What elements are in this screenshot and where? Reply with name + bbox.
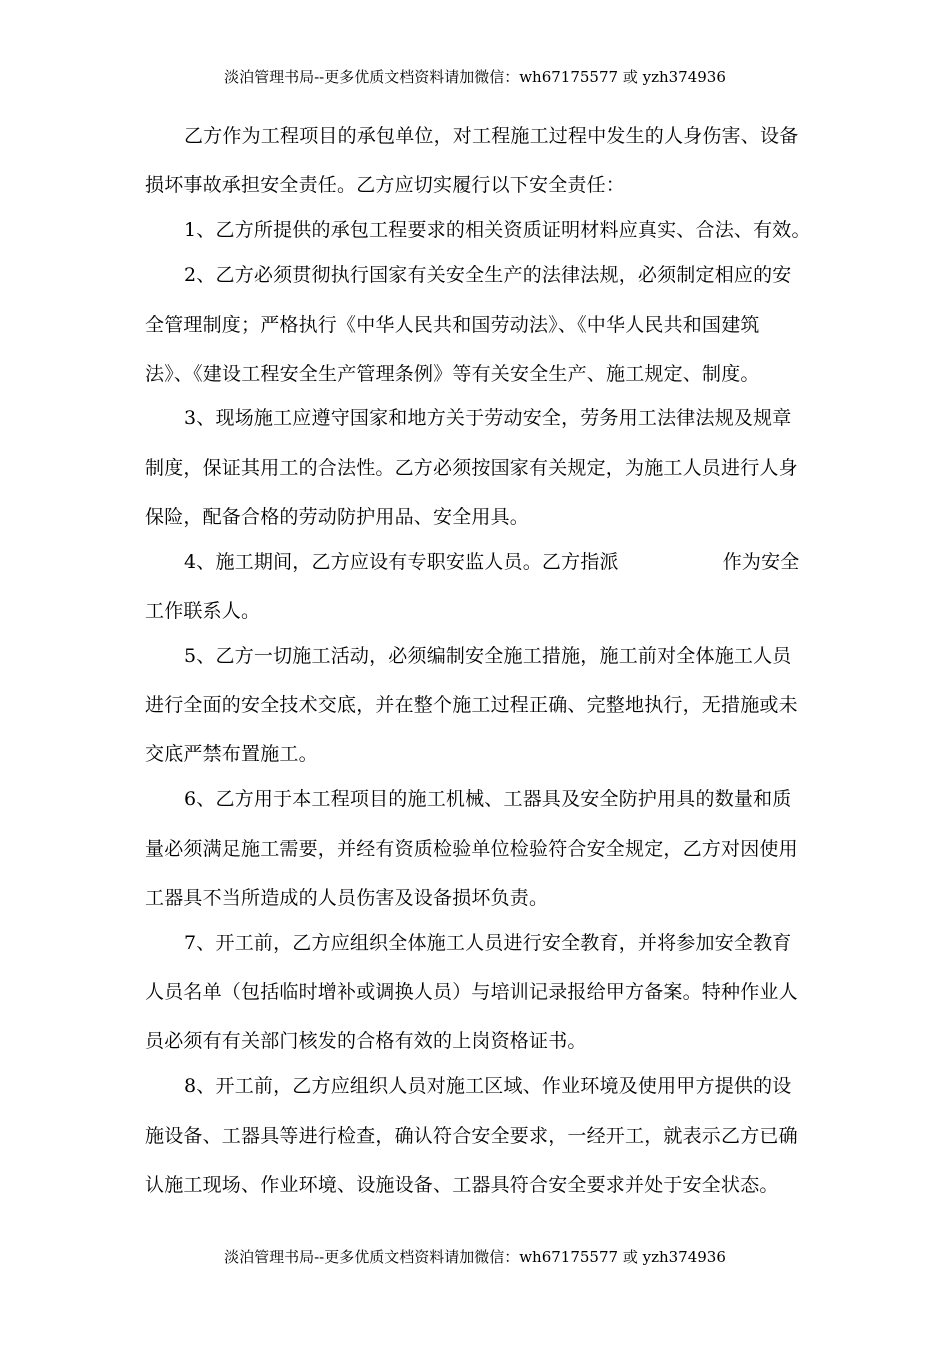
paragraph-line: 量必须满足施工需要，并经有资质检验单位检验符合安全规定，乙方对因使用 bbox=[145, 838, 798, 860]
paragraph-line: 工作联系人。 bbox=[145, 600, 261, 622]
paragraph-line: 8、开工前，乙方应组织人员对施工区域、作业环境及使用甲方提供的设 bbox=[184, 1075, 792, 1097]
paragraph-line: 7、开工前，乙方应组织全体施工人员进行安全教育，并将参加安全教育 bbox=[184, 932, 792, 954]
page-footer: 淡泊管理书局--更多优质文档资料请加微信：wh67175577 或 yzh374936 bbox=[224, 1248, 726, 1266]
page-header: 淡泊管理书局--更多优质文档资料请加微信：wh67175577 或 yzh374936 bbox=[224, 68, 726, 86]
paragraph-line: 认施工现场、作业环境、设施设备、工器具符合安全要求并处于安全状态。 bbox=[145, 1174, 779, 1196]
item-4-text: 4、施工期间，乙方应设有专职安监人员。乙方指派 bbox=[184, 551, 619, 573]
paragraph-line: 损坏事故承担安全责任。乙方应切实履行以下安全责任： bbox=[145, 174, 626, 196]
paragraph-line bbox=[184, 549, 800, 575]
paragraph-line: 6、乙方用于本工程项目的施工机械、工器具及安全防护用具的数量和质 bbox=[184, 788, 792, 810]
paragraph-line: 3、现场施工应遵守国家和地方关于劳动安全，劳务用工法律法规及规章 bbox=[184, 407, 792, 429]
paragraph-line: 乙方作为工程项目的承包单位，对工程施工过程中发生的人身伤害、设备 bbox=[184, 125, 799, 147]
paragraph-line: 员必须有有关部门核发的合格有效的上岗资格证书。 bbox=[145, 1030, 587, 1052]
paragraph-line: 交底严禁布置施工。 bbox=[145, 743, 318, 765]
paragraph-line: 法》、《建设工程安全生产管理条例》等有关安全生产、施工规定、制度。 bbox=[145, 363, 760, 385]
paragraph-line: 施设备、工器具等进行检查，确认符合安全要求，一经开工，就表示乙方已确 bbox=[145, 1125, 798, 1147]
paragraph-line: 保险，配备合格的劳动防护用品、安全用具。 bbox=[145, 506, 530, 528]
paragraph-line: 1、乙方所提供的承包工程要求的相关资质证明材料应真实、合法、有效。 bbox=[184, 219, 811, 241]
paragraph-line: 进行全面的安全技术交底，并在整个施工过程正确、完整地执行，无措施或未 bbox=[145, 694, 798, 716]
paragraph-line: 5、乙方一切施工活动，必须编制安全施工措施，施工前对全体施工人员 bbox=[184, 645, 792, 667]
paragraph-line: 2、乙方必须贯彻执行国家有关安全生产的法律法规，必须制定相应的安 bbox=[184, 264, 792, 286]
paragraph-line: 人员名单（包括临时增补或调换人员）与培训记录报给甲方备案。特种作业人 bbox=[145, 981, 798, 1003]
paragraph-line: 制度，保证其用工的合法性。乙方必须按国家有关规定，为施工人员进行人身 bbox=[145, 457, 798, 479]
item-4-text-cont: 作为安全 bbox=[722, 551, 800, 573]
paragraph-line: 全管理制度；严格执行《中华人民共和国劳动法》、《中华人民共和国建筑 bbox=[145, 314, 760, 336]
paragraph-line: 工器具不当所造成的人员伤害及设备损坏负责。 bbox=[145, 887, 549, 909]
